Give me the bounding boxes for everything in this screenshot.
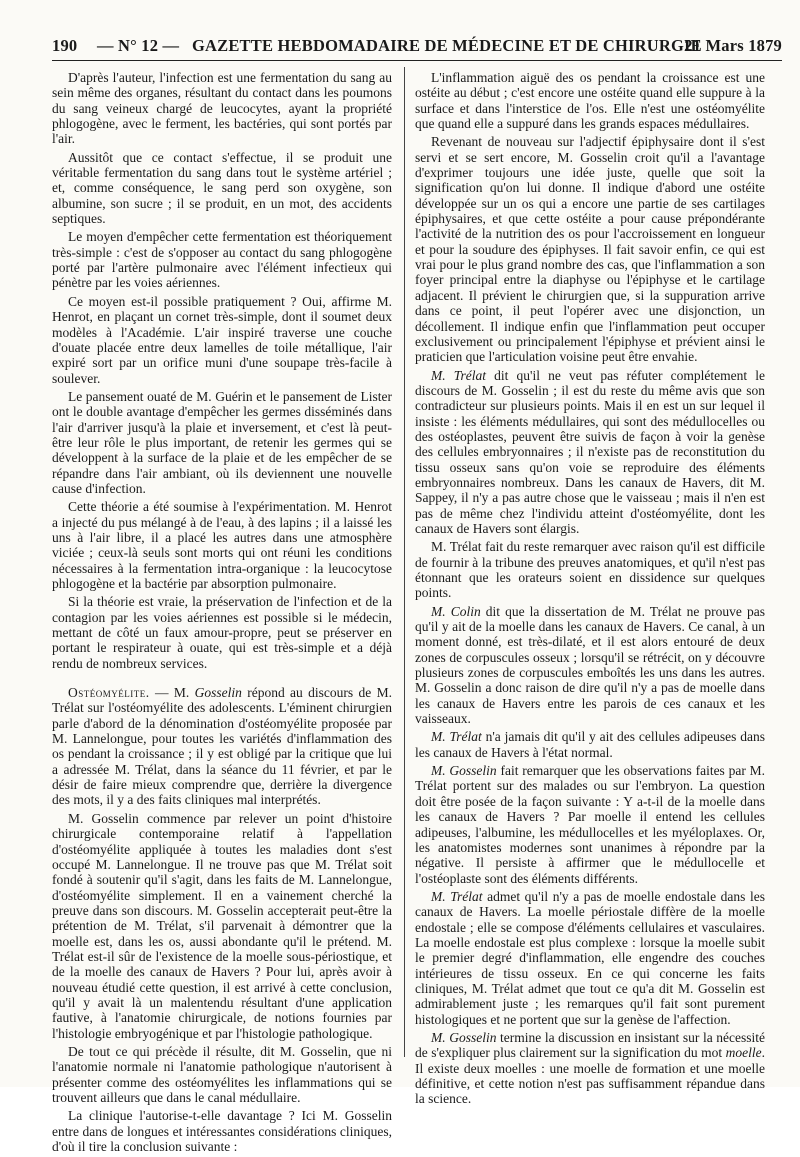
text-run: n'a jamais dit qu'il y ait des cellules adipeuses dans les canaux de Havers à l'état normal. xyxy=(415,729,765,760)
paragraph xyxy=(415,763,765,886)
text-run: — M. xyxy=(149,685,195,701)
paragraph: M. Trélat fait du reste remarquer avec raison qu'il est difficile de fournir à la tribune des preuves anatomiques, et qu'il n'est pas étonnant que les orateurs soient en dissidence sur quelques points. xyxy=(415,539,765,601)
text-run: dit que la dissertation de M. Trélat ne prouve pas qu'il y ait de la moelle dans les canaux de Havers. Ce canal, à un moment donné, est très-dilaté, et il est alors entouré de deux zones de corpuscules osseux ; lorsqu'il se rétrécit, on y découvre plusieurs zones de corpuscules emboîtés les uns dans les autres. M. Gosselin a donc raison de dire qu'il n'y a pas de moelle dans les canaux de Havers entre les parois de ces canaux et les vaisseaux. xyxy=(415,603,765,727)
right-column xyxy=(415,70,765,1110)
paragraph: Le pansement ouaté de M. Guérin et le pansement de Lister ont le double avantage d'empêcher les germes disséminés dans l'air d'arriver jusqu'à la plaie et inversement, et c'est là peut-être leur rôle le plus important, de retenir les germes qui se développent à la surface de la plaie et de les empêcher de se répandre dans l'air ambiant, où ils deviennent une nouvelle cause d'infection. xyxy=(52,388,392,496)
paragraph: Le moyen d'empêcher cette fermentation est théoriquement très-simple : c'est de s'opposer au contact du sang phlogogène porté par l'artère pulmonaire avec l'élément infectieux qui pénètre par les voies aériennes. xyxy=(52,229,392,291)
issue-date: 21 Mars 1879 xyxy=(684,36,782,55)
speaker-name: M. Colin xyxy=(431,603,481,619)
text-run: répond au discours de M. Trélat sur l'ostéomyélite des adolescents. L'éminent chirurgien parle d'abord de la dénomination d'ostéomyélite proposée par M. Lannelongue, pour toutes les variétés d'inflammation des os pendant la croissance ; il y est obligé par la critique que lui a adressée M. Trélat, dans la séance du 11 février, et par le désir de faire mieux comprendre que, derrière la divergence des mots, il y a des faits cliniques mal interprétés. xyxy=(52,685,392,808)
paragraph: Cette théorie a été soumise à l'expérimentation. M. Henrot a injecté du pus mélangé à de l'eau, à des lapins ; il a laissé les uns à l'air libre, il a placé les autres dans une atmosphère viciée ; ceux-là seuls sont morts qui ont réuni les conditions nécessaires à la fermentation intra-organique : la leucocytose phlogogène et la bactérie par absorption pulmonaire. xyxy=(52,499,392,591)
text-run: termine la discussion en insistant sur la nécessité de s'expliquer plus clairement sur la signification du mot xyxy=(415,1029,765,1061)
section-osteomyelite xyxy=(52,685,392,808)
paragraph: Revenant de nouveau sur l'adjectif épiphysaire dont il s'est servi et se sert encore, M. Gosselin croit qu'il a l'avantage d'exprimer toujours une idée juste, quelle que soit la signification qu'on lui donne. Il indique d'abord une ostéite développée sur un os qui a encore une partie de ses cartilages épiphysaires, et que cette ostéite a pour cause prépondérante l'activité de la nutrition des os pour l'accroissement en longueur et pour la soudure des épiphyses. Il fait savoir enfin, ce qui est vrai pour le plus grand nombre des cas, que l'inflammation a son foyer principal entre la diaphyse ou l'épiphyse et le cartilage adjacent. Il prévient le chirurgien que, si la suppuration arrive dans ce point, il peut l'opérer avec une disjonction, un décollement. Il indique enfin que l'inflammation peut occuper exclusivement ou principalement l'épiphyse et prévient ainsi le praticien que l'articulation voisine peut être envahie. xyxy=(415,134,765,365)
text-run: fait remarquer que les observations faites par M. Trélat portent sur des malades ou sur l'embryon. La question doit être posée de la façon suivante : Y a-t-il de la moelle dans les canaux de Havers ? Par moelle il entend les cellules adipeuses, l'albumine, les médullocelles et les myéloplaxes. Or, les anatomistes modernes sont unanimes à répondre par la négative. Il persiste à affirmer que le médullocelle et l'ostéoplaste sont des éléments différents. xyxy=(415,763,766,886)
speaker-name: M. Trélat xyxy=(431,729,482,745)
speaker-name: M. Trélat xyxy=(431,367,487,383)
speaker-name: M. Gosselin xyxy=(431,1029,497,1045)
left-column xyxy=(52,70,392,1157)
paragraph: Aussitôt que ce contact s'effectue, il se produit une véritable fermentation du sang dans tout le système artériel ; et, comme conséquence, le sang perd son oxygène, son albumine, son sucre ; il se produit, en un mot, des accidents septiques. xyxy=(52,149,392,227)
paragraph xyxy=(415,889,765,1027)
paragraph xyxy=(415,604,765,727)
text-run: admet qu'il n'y a pas de moelle endostale dans les canaux de Havers. La moelle périostale diffère de la moelle endostale ; elle se compose d'éléments cellulaires et vasculaires. La moelle endostale est plus complexe : lorsque la moelle subit le premier degré d'inflammation, elle engendre des couches intérieures de tissu osseux. En ce qui concerne les faits cliniques, M. Trélat admet que tout ce qu'a dit M. Gosselin est admirablement juste ; les remarques qu'il fait sont purement histologiques et ne portent que sur la genèse de l'affection. xyxy=(415,888,765,1027)
paragraph: D'après l'auteur, l'infection est une fermentation du sang au sein même des organes, résultant du contact dans les poumons du sang veineux chargé de leucocytes, ayant la propriété phlogogène, avec le ferment, les bactéries, qui sont portés par l'air. xyxy=(52,70,392,147)
page-number: 190 xyxy=(52,36,78,55)
paragraph xyxy=(415,1030,765,1107)
paragraph: L'inflammation aiguë des os pendant la croissance est une ostéite au début ; c'est encore une ostéite quand elle suppure à la surface et dans l'interstice de l'os. Elle n'est une ostéomyélite que quand elle a suppuré dans les grands espaces médullaires. xyxy=(415,70,765,132)
header-rule xyxy=(52,60,782,61)
paragraph: M. Gosselin commence par relever un point d'histoire chirurgicale contemporaine relatif à l'appellation d'ostéomyélite appliquée à toutes les maladies dont s'est occupé M. Lannelongue. Il ne trouve pas que M. Trélat soit fondé à soutenir qu'il s'agit, dans les faits de M. Lannelongue, d'ostéomyélite simplement. Il en a vainement cherché la preuve dans son discours. M. Gosselin accepterait peut-être la prétention de M. Trélat, s'il parvenait à démontrer que la moelle est, dans les os, aussi abondante qu'il le prétend. M. Trélat est-il sûr de l'existence de la moelle sous-périostique, et de la moelle des canaux de Havers ? Pour lui, après avoir à nouveau étudié cette question, il est arrivé à cette conclusion, qu'il y avait là un malentendu résultant d'une application fautive, à l'anatomie chirurgicale, de notions fournies par l'histologie embryogénique et par l'histologie pathologique. xyxy=(52,810,392,1041)
column-divider xyxy=(404,67,405,1057)
text-run: dit qu'il ne veut pas réfuter complétement le discours de M. Gosselin ; il est du reste du même avis que son contradicteur sur plusieurs points. Mais il en est un sur lequel il insiste : les éléments médullaires, qui sont des médullocelles ou des ostéoplastes, peuvent être suivis de façon à voir la genèse des cellules embryonnaires ; il n'existe pas de reconstitution du tissu osseux sans qu'on voie se reproduire des éléments embryonnaires nombreux. Dans les canaux de Havers, dit M. Sappey, il n'y a pas autre chose que le vaisseau ; mais il n'en est pas de même chez l'individu atteint d'ostéomyélite, dont les canaux de Havers sont élargis. xyxy=(415,367,765,536)
paragraph xyxy=(415,368,765,537)
paragraph: La clinique l'autorise-t-elle davantage ? Ici M. Gosselin entre dans de longues et intéressantes considérations cliniques, d'où il tire la conclusion suivante : xyxy=(52,1108,392,1155)
issue-number: — N° 12 — xyxy=(97,36,180,55)
emphasized-word: moelle xyxy=(725,1045,762,1061)
paragraph: Ce moyen est-il possible pratiquement ? Oui, affirme M. Henrot, en plaçant un cornet très-simple, dont il soumet deux modèles à l'Académie. L'air inspiré traverse une couche d'ouate placée entre deux lamelles de toile métallique, l'air expiré sort par un orifice muni d'une soupape très-facile à soulever. xyxy=(52,293,392,386)
speaker-name: Gosselin xyxy=(194,685,242,701)
paragraph: Si la théorie est vraie, la préservation de l'infection et de la contagion par les voies aériennes est possible si le médecin, mettant de côté un faux amour-propre, peut se préserver en portant le respirateur à ouate, qui est très-simple et a déjà rendu de nombreux services. xyxy=(52,594,392,671)
speaker-name: M. Trélat xyxy=(431,888,483,904)
text-run: . Il existe deux moelles : une moelle de formation et une moelle définitive, et cette notion n'est pas suffisamment répandue dans la science. xyxy=(415,1045,765,1107)
journal-title: GAZETTE HEBDOMADAIRE DE MÉDECINE ET DE CHIRURGIE xyxy=(192,36,702,55)
paragraph: De tout ce qui précède il résulte, dit M. Gosselin, que ni l'anatomie normale ni l'anatomie pathologique n'autorisent à présenter comme des ostéomyélites les inflammations qui se trouvent ailleurs que dans le canal médullaire. xyxy=(52,1043,392,1105)
section-heading: Ostéomyélite. xyxy=(68,685,150,701)
running-header xyxy=(52,36,782,58)
speaker-name: M. Gosselin xyxy=(431,763,497,779)
paragraph xyxy=(415,729,765,760)
